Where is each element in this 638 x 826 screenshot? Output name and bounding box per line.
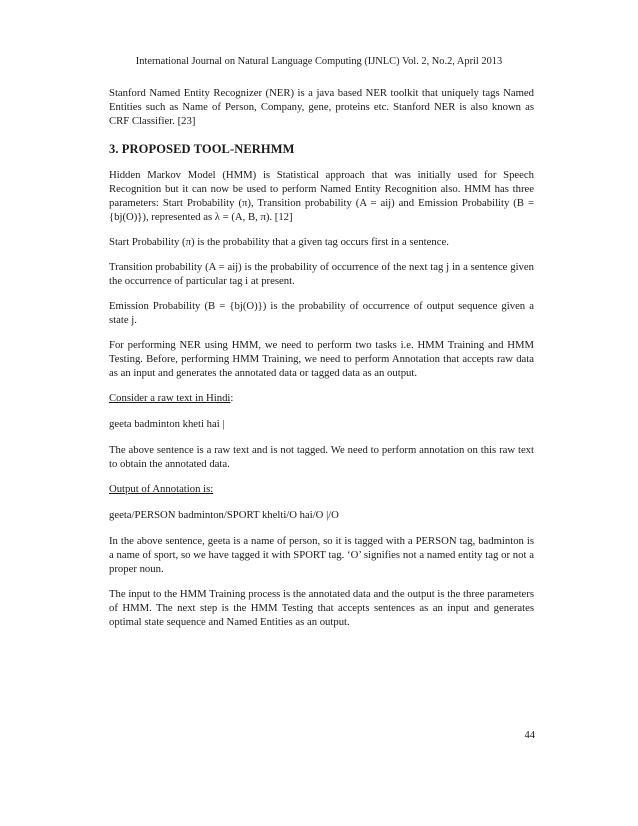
paragraph-stanford-ner: Stanford Named Entity Recognizer (NER) is a java based NER toolkit that uniquely tags Named Entities such as Name of Person, Company, gene, proteins etc. Stanford NER is also known as CRF Classifier. [23] xyxy=(109,87,534,127)
label-output-annotation xyxy=(109,482,534,496)
page-content xyxy=(109,86,534,640)
section-heading: 3. PROPOSED TOOL-NERHMM xyxy=(109,142,295,156)
raw-sentence: geeta badminton kheti hai | xyxy=(109,418,225,430)
paragraph-hmm-intro: Hidden Markov Model (HMM) is Statistical approach that was initially used for Speech Recognition but it can now be used to perform Named Entity Recognition also. HMM has three parameters: Start Probability (π), Transition probability (A = aij) and Emission Probability (B = {bj(O)}), represented as λ = (A, B, π). [12] xyxy=(109,169,534,223)
label-raw-text xyxy=(109,391,534,405)
label-raw-text-underlined: Consider a raw text in Hindi xyxy=(109,392,231,404)
label-raw-text-colon: : xyxy=(230,392,234,404)
paragraph-annotation-note: In the above sentence, geeta is a name of person, so it is tagged with a PERSON tag, badminton is a name of sport, so we have tagged it with SPORT tag. ‘O’ signifies not a named entity tag or not a proper noun. xyxy=(109,535,534,575)
annotated-sentence: geeta/PERSON badminton/SPORT khelti/O hai/O |/O xyxy=(109,509,339,521)
paragraph-hmm-training: The input to the HMM Training process is the annotated data and the output is the three parameters of HMM. The next step is the HMM Testing that accepts sentences as an input and generates optimal state sequence and Named Entities as an output. xyxy=(109,588,534,628)
paragraph-start-probability: Start Probability (π) is the probability that a given tag occurs first in a sentence. xyxy=(109,236,449,248)
paragraph-transition-probability: Transition probability (A = aij) is the probability of occurrence of the next tag j in a sentence given the occurrence of particular tag i at present. xyxy=(109,261,534,287)
page-number: 44 xyxy=(524,730,535,741)
label-output-underlined: Output of Annotation is: xyxy=(109,483,214,495)
running-header: International Journal on Natural Language Computing (IJNLC) Vol. 2, No.2, April 2013 xyxy=(135,56,503,67)
paragraph-emission-probability: Emission Probability (B = {bj(O)}) is the probability of occurrence of output sequence given a state j. xyxy=(109,300,534,326)
paragraph-hmm-tasks: For performing NER using HMM, we need to perform two tasks i.e. HMM Training and HMM Testing. Before, performing HMM Training, we need to perform Annotation that accepts raw data as an input and generates the annotated data or tagged data as an output. xyxy=(109,339,534,379)
paragraph-raw-note: The above sentence is a raw text and is not tagged. We need to perform annotation on this raw text to obtain the annotated data. xyxy=(109,444,534,470)
